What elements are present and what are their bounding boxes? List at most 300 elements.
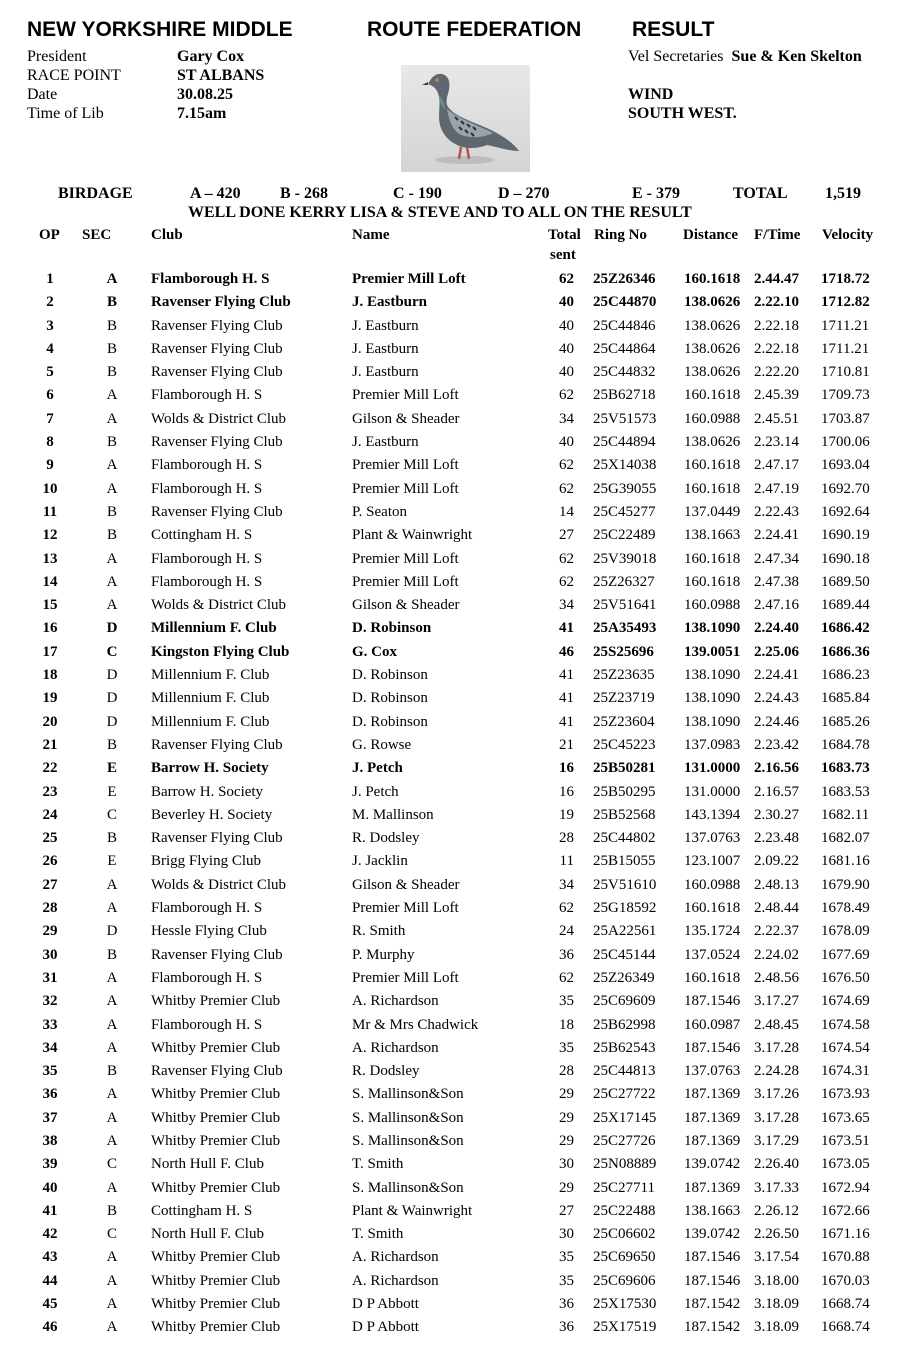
- result-club: Cottingham H. S: [151, 1202, 253, 1219]
- result-position: 28: [42, 900, 58, 917]
- result-section: D: [106, 690, 118, 707]
- result-ftime: 2.25.06: [754, 643, 799, 660]
- table-row: [0, 735, 897, 758]
- table-row: [0, 758, 897, 781]
- result-position: 15: [42, 597, 58, 614]
- result-ftime: 2.22.18: [754, 340, 799, 357]
- table-row: [0, 665, 897, 688]
- result-position: 43: [42, 1249, 58, 1266]
- result-velocity: 1670.88: [821, 1249, 870, 1266]
- result-section: A: [106, 993, 118, 1010]
- result-position: 19: [42, 690, 58, 707]
- result-ring-no: 25B15055: [593, 853, 656, 870]
- info-label: RACE POINT: [27, 67, 121, 84]
- result-sent: 41: [559, 713, 574, 730]
- result-ftime: 3.17.28: [754, 1109, 799, 1126]
- result-sent: 29: [559, 1109, 574, 1126]
- result-name: R. Smith: [352, 923, 406, 940]
- birdage-total-value: 1,519: [825, 185, 861, 202]
- result-velocity: 1686.36: [821, 643, 870, 660]
- result-sent: 14: [559, 503, 574, 520]
- result-position: 24: [42, 806, 58, 823]
- result-sent: 62: [559, 550, 574, 567]
- result-ring-no: 25Z23635: [593, 667, 655, 684]
- result-section: B: [106, 946, 117, 963]
- result-section: C: [106, 1156, 117, 1173]
- result-distance: 160.1618: [684, 387, 741, 404]
- congratulations-message: WELL DONE KERRY LISA & STEVE AND TO ALL ON THE RESULT: [188, 204, 692, 221]
- table-row: [0, 991, 897, 1014]
- result-position: 12: [42, 527, 58, 544]
- result-ftime: 2.48.44: [754, 900, 799, 917]
- result-section: E: [107, 783, 117, 800]
- header-ftime: F/Time: [754, 227, 801, 243]
- result-velocity: 1673.93: [821, 1086, 870, 1103]
- result-club: Flamborough H. S: [151, 969, 263, 986]
- vel-secretaries-label: Vel Secretaries: [628, 48, 724, 65]
- result-section: E: [107, 853, 117, 870]
- result-distance: 139.0742: [684, 1156, 741, 1173]
- result-name: Gilson & Sheader: [352, 410, 460, 427]
- result-club: Flamborough H. S: [151, 387, 263, 404]
- result-velocity: 1682.11: [821, 806, 870, 823]
- result-sent: 16: [559, 760, 574, 777]
- result-name: S. Mallinson&Son: [352, 1179, 464, 1196]
- result-ring-no: 25X17530: [593, 1296, 657, 1313]
- result-section: A: [106, 271, 118, 287]
- result-sent: 62: [559, 969, 574, 986]
- result-distance: 138.0626: [684, 340, 741, 357]
- result-section: D: [106, 713, 118, 730]
- result-ring-no: 25C22489: [593, 527, 656, 544]
- result-name: A. Richardson: [352, 1249, 439, 1266]
- table-row: [0, 1131, 897, 1154]
- result-club: Millennium F. Club: [151, 713, 270, 730]
- result-name: M. Mallinson: [352, 806, 434, 823]
- result-distance: 187.1546: [684, 1249, 741, 1266]
- table-row: [0, 502, 897, 525]
- result-velocity: 1710.81: [821, 364, 870, 381]
- result-velocity: 1674.54: [821, 1039, 870, 1056]
- result-distance: 138.1090: [684, 690, 741, 707]
- result-position: 5: [46, 364, 54, 381]
- result-club: Ravenser Flying Club: [151, 364, 283, 381]
- result-position: 4: [46, 340, 54, 357]
- header-name: Name: [352, 227, 390, 243]
- result-ftime: 2.24.28: [754, 1063, 799, 1080]
- result-name: Premier Mill Loft: [352, 271, 466, 287]
- result-velocity: 1672.94: [821, 1179, 870, 1196]
- result-name: D P Abbott: [352, 1296, 419, 1313]
- result-section: A: [106, 1132, 118, 1149]
- result-velocity: 1689.50: [821, 573, 870, 590]
- result-distance: 187.1542: [684, 1296, 741, 1313]
- result-section: B: [106, 317, 117, 334]
- result-distance: 160.1618: [684, 550, 741, 567]
- result-position: 6: [46, 387, 54, 404]
- info-label: Date: [27, 86, 58, 103]
- birdage-a: A – 420: [190, 185, 241, 202]
- result-name: Premier Mill Loft: [352, 900, 459, 917]
- result-distance: 137.0449: [684, 503, 741, 520]
- result-name: T. Smith: [352, 1156, 404, 1173]
- table-row: [0, 572, 897, 595]
- result-section: A: [106, 550, 118, 567]
- result-club: Flamborough H. S: [151, 271, 270, 287]
- result-sent: 36: [559, 1296, 574, 1313]
- result-name: J. Petch: [352, 760, 403, 777]
- result-ftime: 2.48.56: [754, 969, 799, 986]
- result-velocity: 1684.78: [821, 736, 870, 753]
- result-name: J. Eastburn: [352, 364, 419, 381]
- birdage-label: BIRDAGE: [58, 185, 133, 202]
- title-right: RESULT: [632, 18, 715, 41]
- result-velocity: 1700.06: [821, 434, 870, 451]
- result-sent: 27: [559, 527, 574, 544]
- result-club: Ravenser Flying Club: [151, 1063, 283, 1080]
- result-velocity: 1678.09: [821, 923, 870, 940]
- result-ring-no: 25V51610: [593, 876, 657, 893]
- result-ring-no: 25G18592: [593, 900, 657, 917]
- result-position: 3: [46, 317, 54, 334]
- result-distance: 187.1369: [684, 1179, 741, 1196]
- result-section: A: [106, 597, 118, 614]
- result-name: J. Petch: [352, 783, 399, 800]
- result-position: 39: [42, 1156, 58, 1173]
- table-row: [0, 595, 897, 618]
- info-row-race-point: [27, 66, 387, 85]
- result-club: Hessle Flying Club: [151, 923, 267, 940]
- result-ring-no: 25C44802: [593, 830, 656, 847]
- table-header: [0, 226, 897, 266]
- result-position: 16: [42, 620, 58, 637]
- result-club: Millennium F. Club: [151, 690, 270, 707]
- result-section: A: [106, 573, 118, 590]
- result-ring-no: 25C27722: [593, 1086, 656, 1103]
- result-position: 23: [42, 783, 58, 800]
- result-section: E: [106, 760, 117, 777]
- result-ring-no: 25Z26349: [593, 969, 655, 986]
- result-ring-no: 25C44813: [593, 1063, 656, 1080]
- result-velocity: 1685.26: [821, 713, 870, 730]
- result-position: 9: [46, 457, 54, 474]
- result-position: 17: [42, 643, 58, 660]
- result-velocity: 1703.87: [821, 410, 870, 427]
- result-distance: 138.1663: [684, 527, 741, 544]
- result-velocity: 1674.31: [821, 1063, 870, 1080]
- table-row: [0, 269, 897, 292]
- result-velocity: 1668.74: [821, 1319, 870, 1336]
- result-distance: 187.1369: [684, 1086, 741, 1103]
- result-club: Wolds & District Club: [151, 876, 287, 893]
- result-club: Flamborough H. S: [151, 480, 263, 497]
- table-row: [0, 945, 897, 968]
- result-ftime: 2.47.17: [754, 457, 799, 474]
- result-velocity: 1685.84: [821, 690, 870, 707]
- result-club: Flamborough H. S: [151, 550, 263, 567]
- result-ftime: 2.22.18: [754, 317, 799, 334]
- result-club: Whitby Premier Club: [151, 993, 281, 1010]
- table-row: [0, 712, 897, 735]
- table-row: [0, 1061, 897, 1084]
- table-row: [0, 688, 897, 711]
- result-sent: 34: [559, 410, 574, 427]
- result-ftime: 2.22.37: [754, 923, 799, 940]
- result-ftime: 2.48.45: [754, 1016, 799, 1033]
- result-distance: 137.0983: [684, 736, 741, 753]
- result-velocity: 1690.19: [821, 527, 870, 544]
- result-distance: 131.0000: [684, 783, 741, 800]
- result-distance: 138.1090: [684, 713, 741, 730]
- result-ring-no: 25B62998: [593, 1016, 656, 1033]
- result-name: D. Robinson: [352, 667, 428, 684]
- result-distance: 160.1618: [684, 457, 741, 474]
- header-sec: SEC: [82, 227, 112, 243]
- result-club: Whitby Premier Club: [151, 1179, 281, 1196]
- spacer: [628, 66, 888, 85]
- birdage-row: [0, 185, 897, 205]
- header-club: Club: [151, 227, 183, 243]
- result-name: G. Rowse: [352, 736, 412, 753]
- result-position: 44: [42, 1272, 58, 1289]
- result-sent: 40: [559, 294, 574, 311]
- result-ftime: 2.30.27: [754, 806, 799, 823]
- result-ftime: 2.45.39: [754, 387, 799, 404]
- result-position: 18: [42, 667, 58, 684]
- result-distance: 137.0763: [684, 830, 741, 847]
- info-label: Time of Lib: [27, 105, 104, 122]
- result-velocity: 1678.49: [821, 900, 870, 917]
- result-section: A: [106, 480, 118, 497]
- result-name: P. Murphy: [352, 946, 415, 963]
- result-velocity: 1692.64: [821, 503, 870, 520]
- race-info-right: [628, 47, 888, 127]
- result-distance: 138.0626: [684, 294, 741, 311]
- result-ring-no: 25B50295: [593, 783, 656, 800]
- result-sent: 24: [559, 923, 574, 940]
- result-ring-no: 25C44846: [593, 317, 656, 334]
- table-row: [0, 968, 897, 991]
- result-sent: 29: [559, 1132, 574, 1149]
- result-sent: 27: [559, 1202, 574, 1219]
- result-section: A: [106, 410, 118, 427]
- result-section: C: [106, 1226, 117, 1243]
- result-velocity: 1668.74: [821, 1296, 870, 1313]
- result-ring-no: 25V51641: [593, 597, 657, 614]
- table-row: [0, 1108, 897, 1131]
- result-club: Whitby Premier Club: [151, 1272, 281, 1289]
- result-section: A: [106, 457, 118, 474]
- table-row: [0, 1294, 897, 1317]
- result-name: D P Abbott: [352, 1319, 419, 1336]
- result-position: 33: [42, 1016, 58, 1033]
- result-ftime: 3.18.09: [754, 1296, 799, 1313]
- result-name: A. Richardson: [352, 1039, 439, 1056]
- result-velocity: 1677.69: [821, 946, 870, 963]
- result-ring-no: 25Z26346: [593, 271, 656, 287]
- result-sent: 35: [559, 1039, 574, 1056]
- result-ring-no: 25C27726: [593, 1132, 656, 1149]
- result-ring-no: 25V39018: [593, 550, 657, 567]
- result-distance: 137.0524: [684, 946, 741, 963]
- result-club: Flamborough H. S: [151, 1016, 263, 1033]
- result-sent: 40: [559, 364, 574, 381]
- result-club: Barrow H. Society: [151, 783, 264, 800]
- table-row: [0, 339, 897, 362]
- result-position: 2: [46, 294, 54, 311]
- result-distance: 160.0987: [684, 1016, 741, 1033]
- result-distance: 187.1542: [684, 1319, 741, 1336]
- result-club: Whitby Premier Club: [151, 1039, 281, 1056]
- table-row: [0, 1224, 897, 1247]
- result-ring-no: 25B52568: [593, 806, 656, 823]
- result-sent: 29: [559, 1086, 574, 1103]
- result-velocity: 1689.44: [821, 597, 870, 614]
- result-distance: 138.1090: [684, 620, 741, 637]
- result-ring-no: 25C06602: [593, 1226, 656, 1243]
- result-ring-no: 25C44864: [593, 340, 656, 357]
- result-sent: 62: [559, 271, 574, 287]
- table-row: [0, 479, 897, 502]
- result-name: Plant & Wainwright: [352, 1202, 473, 1219]
- result-club: Flamborough H. S: [151, 900, 263, 917]
- result-position: 25: [42, 830, 58, 847]
- header-op: OP: [39, 227, 60, 243]
- table-row: [0, 642, 897, 665]
- result-ring-no: 25X17145: [593, 1109, 657, 1126]
- result-distance: 138.1663: [684, 1202, 741, 1219]
- result-section: B: [106, 830, 117, 847]
- result-ring-no: 25C22488: [593, 1202, 656, 1219]
- result-ftime: 2.45.51: [754, 410, 799, 427]
- result-name: R. Dodsley: [352, 830, 420, 847]
- result-sent: 62: [559, 480, 574, 497]
- result-sent: 35: [559, 1272, 574, 1289]
- header-distance: Distance: [683, 227, 738, 243]
- result-position: 40: [42, 1179, 58, 1196]
- result-distance: 138.0626: [684, 434, 741, 451]
- result-club: Ravenser Flying Club: [151, 317, 283, 334]
- result-distance: 187.1546: [684, 1039, 741, 1056]
- result-club: Flamborough H. S: [151, 573, 263, 590]
- result-name: Mr & Mrs Chadwick: [352, 1016, 479, 1033]
- result-velocity: 1683.53: [821, 783, 870, 800]
- result-sent: 28: [559, 1063, 574, 1080]
- result-ftime: 2.09.22: [754, 853, 799, 870]
- result-club: Barrow H. Society: [151, 760, 269, 777]
- result-name: P. Seaton: [352, 503, 408, 520]
- result-ring-no: 25A22561: [593, 923, 657, 940]
- result-name: D. Robinson: [352, 620, 432, 637]
- result-distance: 160.0988: [684, 597, 741, 614]
- result-club: Ravenser Flying Club: [151, 736, 283, 753]
- result-section: A: [106, 1272, 118, 1289]
- vel-secretaries-value: Sue & Ken Skelton: [731, 48, 862, 65]
- result-distance: 139.0051: [684, 643, 741, 660]
- birdage-e: E - 379: [632, 185, 680, 202]
- info-value: 7.15am: [177, 105, 227, 122]
- result-position: 41: [42, 1202, 58, 1219]
- result-name: J. Jacklin: [352, 853, 408, 870]
- result-ftime: 2.16.56: [754, 760, 799, 777]
- result-velocity: 1682.07: [821, 830, 870, 847]
- result-ftime: 2.23.14: [754, 434, 799, 451]
- result-ring-no: 25C45144: [593, 946, 656, 963]
- table-row: [0, 1038, 897, 1061]
- result-club: Whitby Premier Club: [151, 1109, 281, 1126]
- info-row-date: [27, 85, 387, 104]
- result-distance: 160.0988: [684, 410, 741, 427]
- result-club: Whitby Premier Club: [151, 1086, 281, 1103]
- result-distance: 131.0000: [684, 760, 741, 777]
- result-sent: 40: [559, 317, 574, 334]
- result-name: J. Eastburn: [352, 340, 419, 357]
- result-distance: 160.1618: [684, 271, 741, 287]
- result-position: 37: [42, 1109, 58, 1126]
- result-velocity: 1674.58: [821, 1016, 870, 1033]
- title-left: NEW YORKSHIRE MIDDLE: [27, 18, 293, 41]
- result-name: A. Richardson: [352, 1272, 439, 1289]
- result-velocity: 1672.66: [821, 1202, 870, 1219]
- result-distance: 187.1369: [684, 1132, 741, 1149]
- result-sent: 30: [559, 1156, 574, 1173]
- result-ftime: 2.22.43: [754, 503, 799, 520]
- result-ring-no: 25B50281: [593, 760, 656, 777]
- race-info: [27, 47, 387, 127]
- result-sent: 34: [559, 876, 574, 893]
- wind-label: WIND: [628, 86, 674, 103]
- result-sent: 41: [559, 690, 574, 707]
- result-velocity: 1681.16: [821, 853, 870, 870]
- result-ftime: 2.24.41: [754, 667, 799, 684]
- result-position: 31: [42, 969, 58, 986]
- result-distance: 187.1546: [684, 1272, 741, 1289]
- result-position: 11: [42, 503, 58, 520]
- result-section: A: [106, 1109, 118, 1126]
- result-ftime: 2.47.38: [754, 573, 799, 590]
- result-club: Brigg Flying Club: [151, 853, 262, 870]
- result-ring-no: 25C69606: [593, 1272, 656, 1289]
- result-position: 27: [42, 876, 58, 893]
- result-sent: 40: [559, 340, 574, 357]
- results-table: [0, 269, 897, 1341]
- result-position: 14: [42, 573, 58, 590]
- document-title: [27, 18, 887, 48]
- table-row: [0, 898, 897, 921]
- result-position: 22: [42, 760, 58, 777]
- result-section: B: [106, 503, 117, 520]
- result-ftime: 2.24.40: [754, 620, 799, 637]
- birdage-d: D – 270: [498, 185, 550, 202]
- result-name: J. Eastburn: [352, 317, 419, 334]
- result-sent: 29: [559, 1179, 574, 1196]
- result-club: Whitby Premier Club: [151, 1132, 281, 1149]
- result-distance: 123.1007: [684, 853, 741, 870]
- table-row: [0, 1084, 897, 1107]
- result-club: Kingston Flying Club: [151, 643, 290, 660]
- result-distance: 160.1618: [684, 900, 741, 917]
- result-name: D. Robinson: [352, 713, 428, 730]
- result-name: S. Mallinson&Son: [352, 1132, 464, 1149]
- result-ring-no: 25C44832: [593, 364, 656, 381]
- vel-secretaries: [628, 47, 888, 66]
- result-distance: 160.1618: [684, 480, 741, 497]
- result-club: North Hull F. Club: [151, 1226, 264, 1243]
- result-ftime: 3.17.26: [754, 1086, 799, 1103]
- result-ftime: 2.24.02: [754, 946, 799, 963]
- result-section: A: [106, 969, 118, 986]
- result-club: Beverley H. Society: [151, 806, 273, 823]
